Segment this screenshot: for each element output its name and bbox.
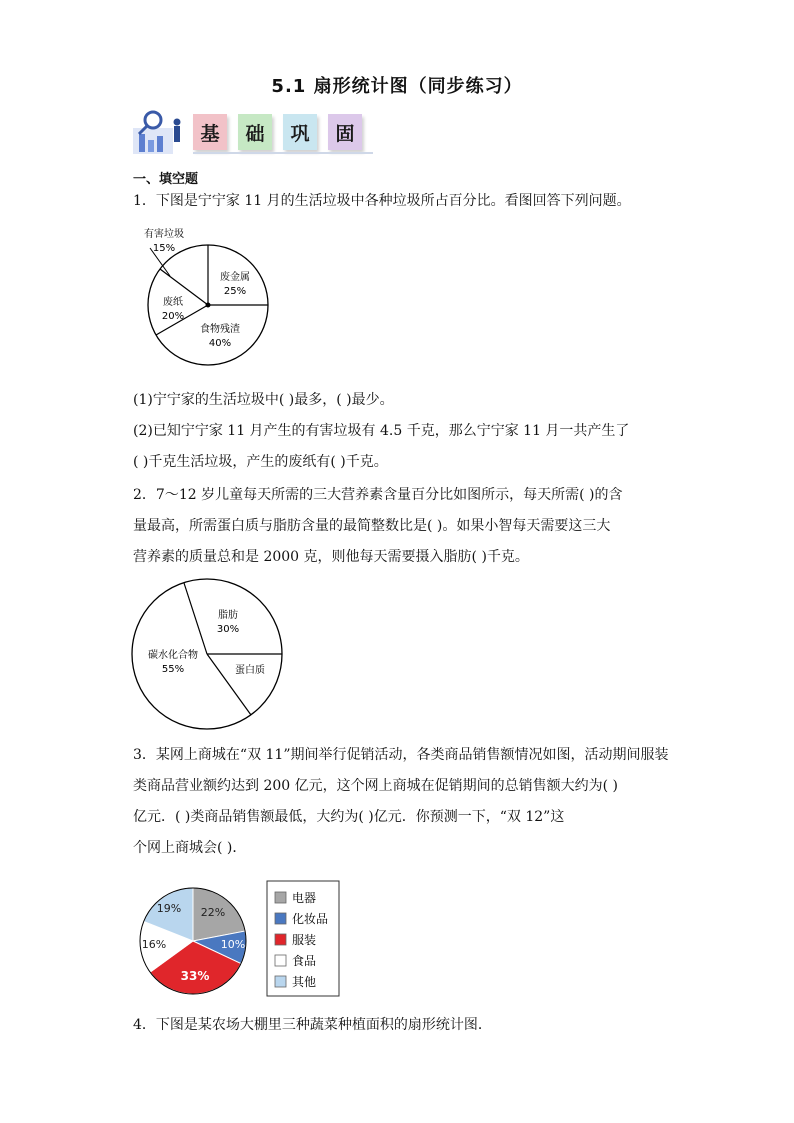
- q1-intro: 1．下图是宁宁家 11 月的生活垃圾中各种垃圾所占百分比。看图回答下列问题。: [133, 193, 631, 209]
- section-banner: [131, 108, 381, 156]
- q3-value-food: 16%: [141, 938, 167, 951]
- banner-underline: [193, 152, 373, 154]
- legend-label-other: 其他: [292, 975, 317, 989]
- q2-pie-chart: [125, 578, 290, 730]
- q3-line4: 个网上商城会( )．: [133, 840, 247, 856]
- q1-part2-line2: ( )千克生活垃圾，产生的废纸有( )千克。: [133, 454, 388, 470]
- q1-label-food: 食物残渣: [200, 324, 240, 335]
- q1-pie-center: [206, 303, 211, 308]
- q3-legend: [267, 881, 339, 996]
- q1-label-paper: 废纸: [163, 297, 183, 308]
- q1-value-hazard: 15%: [152, 243, 176, 254]
- q1-pie-chart: [120, 222, 290, 372]
- q1-part1: (1)宁宁家的生活垃圾中( )最多，( )最少。: [133, 392, 394, 408]
- q1-value-metal: 25%: [223, 286, 247, 297]
- section-heading: 一、填空题: [133, 172, 199, 187]
- legend-swatch-clothing: [275, 934, 286, 945]
- legend-label-electric: 电器: [292, 891, 317, 905]
- banner-char: 巩: [283, 114, 317, 150]
- q3-pie-chart: [125, 876, 350, 1004]
- legend-label-clothing: 服装: [292, 933, 317, 947]
- legend-swatch-food: [275, 955, 286, 966]
- q2-value-carb: 55%: [161, 664, 185, 675]
- legend-label-food: 食品: [292, 954, 317, 968]
- banner-char: 基: [193, 114, 227, 150]
- q3-value-other: 19%: [156, 902, 182, 915]
- q2-line2: 量最高，所需蛋白质与脂肪含量的最简整数比是( )。如果小智每天需要这三大: [133, 518, 611, 534]
- q1-value-food: 40%: [208, 338, 232, 349]
- banner-char: 固: [328, 114, 362, 150]
- legend-swatch-other: [275, 976, 286, 987]
- legend-swatch-electric: [275, 892, 286, 903]
- q2-label-protein: 蛋白质: [235, 665, 265, 676]
- q3-line3: 亿元．( )类商品销售额最低，大约为( )亿元．你预测一下，“双 12”这: [133, 809, 565, 825]
- q1-part2-line1: (2)已知宁宁家 11 月产生的有害垃圾有 4.5 千克，那么宁宁家 11 月一共产生了: [133, 423, 630, 439]
- q3-line2: 类商品营业额约达到 200 亿元，这个网上商城在促销期间的总销售额大约为( ): [133, 778, 618, 794]
- q3-value-cosmetics: 10%: [220, 938, 246, 951]
- page-title: 5.1 扇形统计图（同步练习）: [271, 76, 523, 97]
- q2-label-fat: 脂肪: [218, 610, 238, 621]
- legend-label-cosmetics: 化妆品: [292, 912, 329, 926]
- q4-intro: 4．下图是某农场大棚里三种蔬菜种植面积的扇形统计图．: [133, 1017, 492, 1033]
- q2-line3: 营养素的质量总和是 2000 克，则他每天需要摄入脂肪( )千克。: [133, 549, 529, 565]
- q3-value-clothing: 33%: [180, 969, 210, 983]
- q3-line1: 3．某网上商城在“双 11”期间举行促销活动，各类商品销售额情况如图，活动期间服装: [133, 747, 669, 763]
- q2-line1: 2．7～12 岁儿童每天所需的三大营养素含量百分比如图所示，每天所需( )的含: [133, 487, 623, 503]
- q2-label-carb: 碳水化合物: [148, 650, 198, 661]
- q1-label-metal: 废金属: [220, 272, 250, 283]
- magnifier-person-icon: [131, 108, 191, 156]
- legend-swatch-cosmetics: [275, 913, 286, 924]
- q1-label-hazard: 有害垃圾: [144, 229, 184, 240]
- q2-value-fat: 30%: [216, 624, 240, 635]
- q1-value-paper: 20%: [161, 311, 185, 322]
- q3-value-electric: 22%: [200, 906, 226, 919]
- banner-char: 础: [238, 114, 272, 150]
